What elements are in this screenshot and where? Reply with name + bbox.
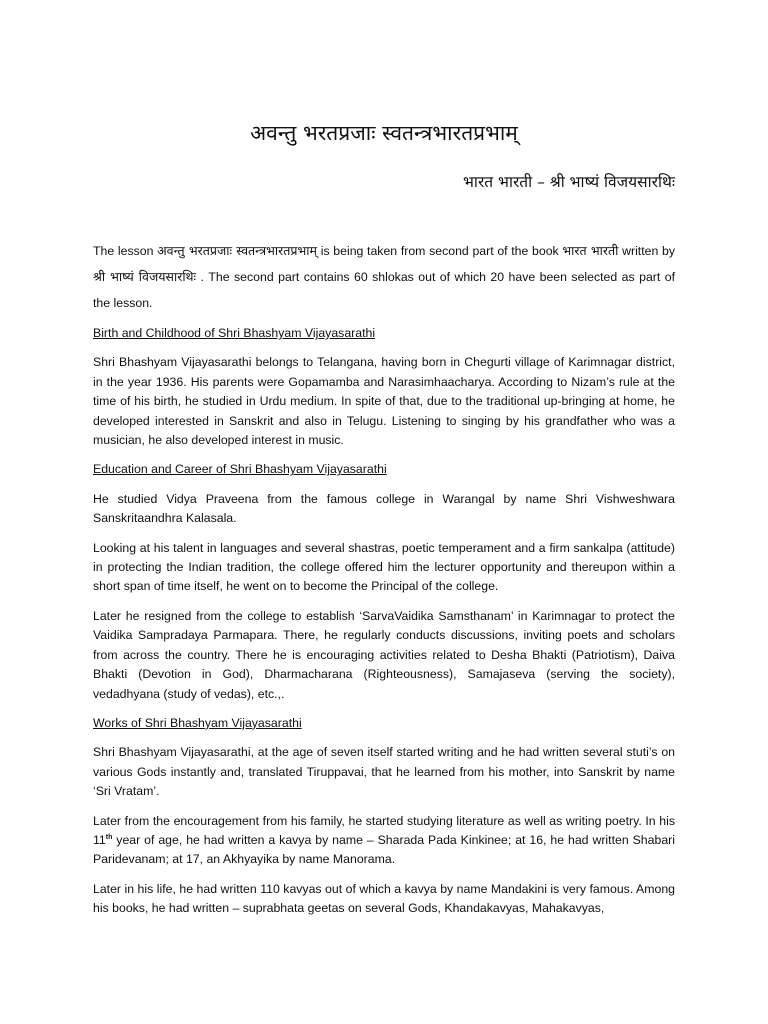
paragraph: Shri Bhashyam Vijayasarathi belongs to Telangana, having born in Chegurti village of Karimnagar district, in the year 1936. His parents were Gopamamba and Narasimhaacharya. According to Nizam’s rule at the time of his birth, he studied in Urdu medium. In spite of that, due to the traditional up-bringing at home, he developed interested in Sanskrit and also in Telugu. Listening to singing by his grandfather who was a musician, he also developed interest in music. [93, 355, 675, 448]
page-title: अवन्तु भरतप्रजाः स्वतन्त्रभारतप्रभाम् [250, 121, 518, 145]
paragraph [93, 812, 675, 870]
intro-paragraph [93, 238, 675, 316]
intro-text: The lesson [93, 244, 158, 258]
ordinal-suffix: th [105, 833, 113, 841]
document-body [93, 238, 675, 929]
page-subtitle: भारत भारती – श्री भाष्यं विजयसारथिः [463, 173, 675, 191]
paragraph: Looking at his talent in languages and several shastras, poetic temperament and a firm sankalpa (attitude) in protecting the Indian tradition, the college offered him the lecturer opportunity and thereupon within a short span of time itself, he went on to become the Principal of the college. [93, 540, 675, 594]
author-name: श्री भाष्यं विजयसारथिः [93, 269, 197, 284]
paragraph: Shri Bhashyam Vijayasarathi, at the age of seven itself started writing and he had written several stuti’s on various Gods instantly and, translated Tiruppavai, that he learned from his mother, into Sanskrit by name ‘Sri Vratam’. [93, 745, 675, 799]
section-heading-education: Education and Career of Shri Bhashyam Vijayasarathi [93, 462, 387, 477]
section-heading-birth: Birth and Childhood of Shri Bhashyam Vijayasarathi [93, 326, 376, 340]
intro-text: is being taken from second part of the book [317, 244, 563, 258]
intro-text: . The second part contains 60 shlokas out of which 20 have been selected as part of the lesson. [93, 270, 676, 310]
paragraph: He studied Vidya Praveena from the famous college in Warangal by name Shri Vishweshwara Sanskritaandhra Kalasala. [93, 491, 675, 526]
paragraph-text: Later from the encouragement from his family, he started studying literature as well as writing poetry. In his 11 [93, 813, 675, 847]
paragraph: Later in his life, he had written 110 kavyas out of which a kavya by name Mandakini is very famous. Among his books, he had written – suprabhata geetas on several Gods, Khandakavyas, Mahakavyas, [93, 881, 675, 916]
paragraph: Later he resigned from the college to establish ‘SarvaVaidika Samsthanam’ in Karimnagar to protect the Vaidika Sampradaya Parmapara. There, he regularly conducts discussions, inviting poets and scholars from across the country. There he is encouraging activities related to Desha Bhakti (Patriotism), Daiva Bhakti (Devotion in God), Dharmacharana (Righteousness), Samajaseva (serving the society), vedadhyana (study of vedas), etc.,. [93, 608, 675, 701]
paragraph-text: year of age, he had written a kavya by name – Sharada Pada Kinkinee; at 16, he had written Shabari Paridevanam; at 17, an Akhyayika by name Manorama. [93, 832, 675, 867]
section-heading-works: Works of Shri Bhashyam Vijayasarathi [93, 715, 302, 730]
lesson-name: अवन्तु भरतप्रजाः स्वतन्त्रभारतप्रभाम् [157, 243, 318, 258]
intro-text: written by [618, 244, 675, 258]
book-name: भारत भारती [562, 243, 619, 258]
